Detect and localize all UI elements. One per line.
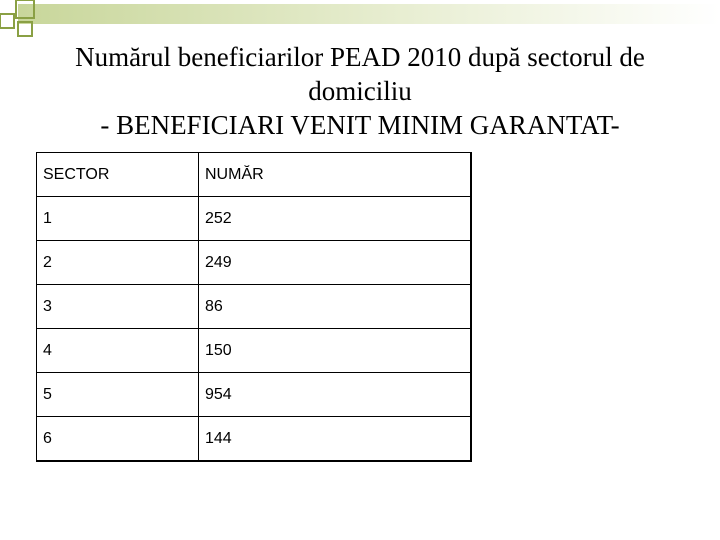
header-sector: SECTOR — [37, 153, 199, 197]
cell-sector: 4 — [37, 329, 199, 373]
title-line-1: Numărul beneficiarilor PEAD 2010 după sectorul de — [75, 42, 645, 72]
table-row — [37, 373, 472, 417]
cell-number: 954 — [199, 373, 472, 417]
page-title — [20, 40, 700, 142]
cell-number: 86 — [199, 285, 472, 329]
table-row — [37, 329, 472, 373]
title-line-2: domiciliu — [308, 76, 412, 106]
table-header-row — [37, 153, 472, 197]
table-row — [37, 241, 472, 285]
cell-number: 249 — [199, 241, 472, 285]
cell-sector: 5 — [37, 373, 199, 417]
cell-number: 252 — [199, 197, 472, 241]
cell-sector: 3 — [37, 285, 199, 329]
deco-square-medium — [18, 22, 32, 36]
header-number: NUMĂR — [199, 153, 472, 197]
deco-square-small — [0, 14, 14, 28]
table-row — [37, 285, 472, 329]
cell-sector: 1 — [37, 197, 199, 241]
cell-sector: 6 — [37, 417, 199, 462]
table-row — [37, 417, 472, 462]
beneficiaries-table — [36, 152, 472, 462]
header-decoration — [0, 0, 720, 40]
cell-number: 144 — [199, 417, 472, 462]
table-row — [37, 197, 472, 241]
cell-sector: 2 — [37, 241, 199, 285]
title-line-3: - BENEFICIARI VENIT MINIM GARANTAT- — [100, 110, 620, 140]
cell-number: 150 — [199, 329, 472, 373]
